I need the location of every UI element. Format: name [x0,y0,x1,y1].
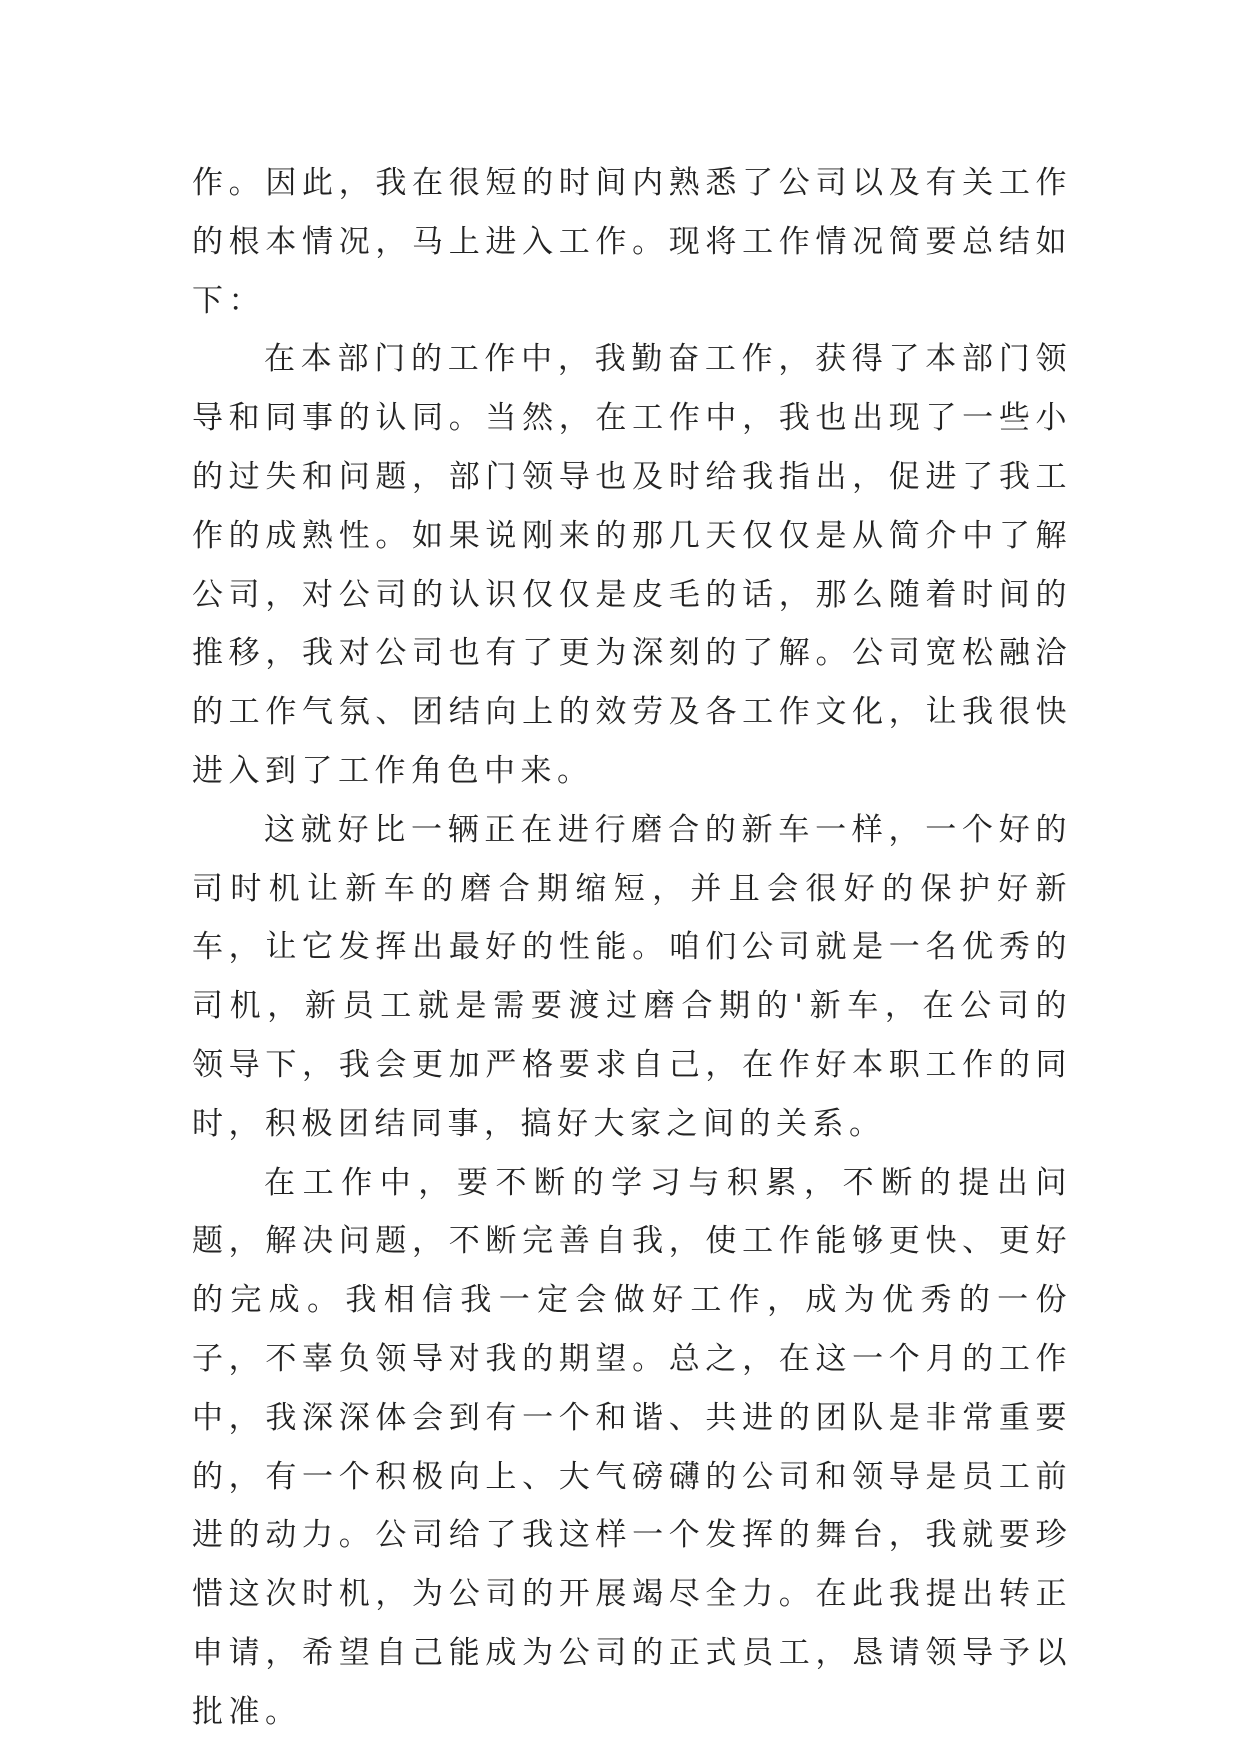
paragraph-4: 在工作中，要不断的学习与积累，不断的提出问题，解决问题，不断完善自我，使工作能够更快、更好的完成。我相信我一定会做好工作，成为优秀的一份子，不辜负领导对我的期望。总之，在这一个月的工作中，我深深体会到有一个和谐、共进的团队是非常重要的，有一个积极向上、大气磅礴的公司和领导是员工前进的动力。公司给了我这样一个发挥的舞台，我就要珍惜这次时机，为公司的开展竭尽全力。在此我提出转正申请，希望自己能成为公司的正式员工，恳请领导予以批准。 [192,1164,1072,1730]
paragraph-3: 这就好比一辆正在进行磨合的新车一样，一个好的司时机让新车的磨合期缩短，并且会很好的保护好新车，让它发挥出最好的性能。咱们公司就是一名优秀的司机，新员工就是需要渡过磨合期的'新车，在公司的领导下，我会更加严格要求自己，在作好本职工作的同时，积极团结同事，搞好大家之间的关系。 [192,811,1072,1142]
document-body [192,154,1072,1742]
paragraph-2: 在本部门的工作中，我勤奋工作，获得了本部门领导和同事的认同。当然，在工作中，我也出现了一些小的过失和问题，部门领导也及时给我指出，促进了我工作的成熟性。如果说刚来的那几天仅仅是从简介中了解公司，对公司的认识仅仅是皮毛的话，那么随着时间的推移，我对公司也有了更为深刻的了解。公司宽松融洽的工作气氛、团结向上的效劳及各工作文化，让我很快进入到了工作角色中来。 [192,341,1072,789]
paragraph-1: 作。因此，我在很短的时间内熟悉了公司以及有关工作的根本情况，马上进入工作。现将工作情况简要总结如下： [192,165,1072,319]
